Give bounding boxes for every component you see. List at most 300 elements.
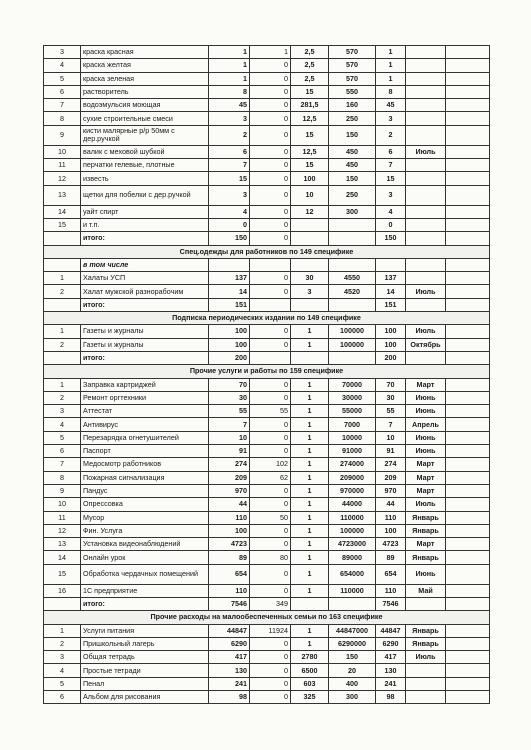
item-name: итого: — [81, 597, 209, 610]
second-quantity-cell: 0 — [250, 72, 291, 85]
price-cell: 4723000 — [329, 538, 376, 551]
units-cell: 1 — [291, 551, 329, 564]
second-quantity-cell: 62 — [250, 471, 291, 484]
month-cell: Март — [406, 378, 446, 391]
price-cell: 100000 — [329, 325, 376, 338]
row-number: 16 — [44, 584, 81, 597]
quantity-cell: 100 — [209, 325, 250, 338]
second-quantity-cell: 0 — [250, 272, 291, 285]
quantity-cell: 98 — [209, 691, 250, 704]
month-cell — [406, 232, 446, 245]
quantity-cell: 89 — [209, 551, 250, 564]
blank-cell — [446, 511, 490, 524]
blank-cell — [446, 551, 490, 564]
units-cell: 30 — [291, 272, 329, 285]
table-row — [44, 511, 490, 524]
price-cell: 110000 — [329, 584, 376, 597]
table-row — [44, 159, 490, 172]
item-name: Перезарядка огнетушителей — [81, 431, 209, 444]
blank-cell — [446, 272, 490, 285]
item-name: водоэмульсия моющая — [81, 99, 209, 112]
units-cell — [291, 232, 329, 245]
blank-cell — [446, 691, 490, 704]
item-name: Фин. Услуга — [81, 524, 209, 537]
second-quantity-cell: 0 — [250, 498, 291, 511]
units-cell: 2,5 — [291, 59, 329, 72]
item-name: Опрессовка — [81, 498, 209, 511]
second-quantity-cell: 0 — [250, 99, 291, 112]
blank-cell — [446, 498, 490, 511]
quantity-cell — [209, 258, 250, 271]
row-number: 5 — [44, 72, 81, 85]
price-cell: 570 — [329, 59, 376, 72]
units-cell — [291, 597, 329, 610]
blank-cell — [446, 538, 490, 551]
total-row — [44, 298, 490, 311]
item-name: Халаты УСП — [81, 272, 209, 285]
quantity-cell: 1 — [209, 59, 250, 72]
section-header-row — [44, 312, 490, 325]
row-number: 8 — [44, 471, 81, 484]
sum-cell: 7 — [376, 159, 406, 172]
sum-cell: 44847 — [376, 624, 406, 637]
price-cell: 970000 — [329, 484, 376, 497]
month-cell — [406, 85, 446, 98]
price-cell: 550 — [329, 85, 376, 98]
sum-cell: 91 — [376, 445, 406, 458]
sum-cell: 654 — [376, 564, 406, 584]
quantity-cell: 137 — [209, 272, 250, 285]
second-quantity-cell: 0 — [250, 637, 291, 650]
row-number: 6 — [44, 85, 81, 98]
sum-cell: 100 — [376, 338, 406, 351]
table-row — [44, 471, 490, 484]
item-name: кисти малярные р/р 50мм с дер.ручкой — [81, 125, 209, 145]
quantity-cell: 55 — [209, 405, 250, 418]
month-cell — [406, 691, 446, 704]
month-cell — [406, 159, 446, 172]
sum-cell: 30 — [376, 391, 406, 404]
item-name: в том числе — [81, 258, 209, 271]
item-name: краска зеленая — [81, 72, 209, 85]
row-number — [44, 232, 81, 245]
sum-cell: 150 — [376, 232, 406, 245]
units-cell: 15 — [291, 159, 329, 172]
table-row — [44, 677, 490, 690]
blank-cell — [446, 637, 490, 650]
second-quantity-cell — [250, 258, 291, 271]
table-row — [44, 551, 490, 564]
table-row — [44, 405, 490, 418]
table-row — [44, 524, 490, 537]
second-quantity-cell: 55 — [250, 405, 291, 418]
table-row — [44, 378, 490, 391]
quantity-cell: 150 — [209, 232, 250, 245]
sum-cell: 417 — [376, 651, 406, 664]
quantity-cell: 417 — [209, 651, 250, 664]
table-row — [44, 46, 490, 59]
item-name: Услуги питания — [81, 624, 209, 637]
sum-cell: 2 — [376, 125, 406, 145]
item-name: Альбом для рисования — [81, 691, 209, 704]
section-header: Подписка периодических издании по 149 специфике — [44, 312, 490, 325]
quantity-cell: 3 — [209, 112, 250, 125]
item-name: валик с меховой шубкой — [81, 145, 209, 158]
table-row — [44, 72, 490, 85]
table-row — [44, 218, 490, 231]
second-quantity-cell: 0 — [250, 218, 291, 231]
section-header: Спец.одежды для работников по 149 специфике — [44, 245, 490, 258]
price-cell: 100000 — [329, 338, 376, 351]
row-number: 3 — [44, 651, 81, 664]
row-number: 2 — [44, 391, 81, 404]
budget-table-page — [43, 45, 489, 704]
units-cell: 1 — [291, 391, 329, 404]
table-row — [44, 484, 490, 497]
table-row — [44, 691, 490, 704]
sum-cell: 110 — [376, 511, 406, 524]
month-cell — [406, 272, 446, 285]
row-number: 7 — [44, 99, 81, 112]
month-cell: Июль — [406, 651, 446, 664]
price-cell — [329, 351, 376, 364]
blank-cell — [446, 218, 490, 231]
month-cell: Июнь — [406, 405, 446, 418]
quantity-cell: 4723 — [209, 538, 250, 551]
table-row — [44, 431, 490, 444]
price-cell — [329, 258, 376, 271]
row-number: 4 — [44, 418, 81, 431]
price-cell — [329, 597, 376, 610]
second-quantity-cell: 0 — [250, 159, 291, 172]
row-number: 1 — [44, 624, 81, 637]
month-cell: Март — [406, 538, 446, 551]
blank-cell — [446, 524, 490, 537]
quantity-cell: 110 — [209, 511, 250, 524]
price-cell: 300 — [329, 205, 376, 218]
quantity-cell: 0 — [209, 218, 250, 231]
row-number: 10 — [44, 145, 81, 158]
quantity-cell: 7 — [209, 418, 250, 431]
price-cell — [329, 218, 376, 231]
second-quantity-cell: 0 — [250, 205, 291, 218]
item-name: Заправка картриджей — [81, 378, 209, 391]
units-cell: 12,5 — [291, 145, 329, 158]
table-row — [44, 59, 490, 72]
second-quantity-cell: 80 — [250, 551, 291, 564]
month-cell — [406, 125, 446, 145]
month-cell — [406, 298, 446, 311]
month-cell — [406, 99, 446, 112]
units-cell: 1 — [291, 538, 329, 551]
price-cell: 300 — [329, 691, 376, 704]
quantity-cell: 110 — [209, 584, 250, 597]
units-cell: 325 — [291, 691, 329, 704]
units-cell: 1 — [291, 431, 329, 444]
price-cell: 150 — [329, 651, 376, 664]
second-quantity-cell: 0 — [250, 564, 291, 584]
month-cell: Май — [406, 584, 446, 597]
price-cell: 450 — [329, 159, 376, 172]
units-cell: 12,5 — [291, 112, 329, 125]
item-name: Аттестат — [81, 405, 209, 418]
second-quantity-cell: 0 — [250, 172, 291, 185]
blank-cell — [446, 59, 490, 72]
quantity-cell: 14 — [209, 285, 250, 298]
price-cell: 110000 — [329, 511, 376, 524]
price-cell: 150 — [329, 125, 376, 145]
sum-cell: 151 — [376, 298, 406, 311]
item-name: Халат мужской разнорабочим — [81, 285, 209, 298]
table-row — [44, 172, 490, 185]
table-row — [44, 145, 490, 158]
row-number: 2 — [44, 285, 81, 298]
second-quantity-cell: 0 — [250, 691, 291, 704]
sum-cell: 100 — [376, 325, 406, 338]
second-quantity-cell: 0 — [250, 391, 291, 404]
units-cell: 1 — [291, 405, 329, 418]
table-row — [44, 584, 490, 597]
units-cell: 1 — [291, 564, 329, 584]
month-cell: Март — [406, 484, 446, 497]
month-cell — [406, 664, 446, 677]
item-name: сухие строительные смеси — [81, 112, 209, 125]
price-cell: 209000 — [329, 471, 376, 484]
sum-cell: 45 — [376, 99, 406, 112]
section-header-row — [44, 611, 490, 624]
row-number: 14 — [44, 205, 81, 218]
table-row — [44, 498, 490, 511]
blank-cell — [446, 159, 490, 172]
item-name: Пандус — [81, 484, 209, 497]
item-name: щетки для побелки с дер.ручкой — [81, 185, 209, 205]
month-cell — [406, 59, 446, 72]
second-quantity-cell — [250, 298, 291, 311]
second-quantity-cell: 0 — [250, 484, 291, 497]
sum-cell: 0 — [376, 218, 406, 231]
sum-cell: 241 — [376, 677, 406, 690]
month-cell: Январь — [406, 551, 446, 564]
blank-cell — [446, 418, 490, 431]
quantity-cell: 2 — [209, 125, 250, 145]
sum-cell: 15 — [376, 172, 406, 185]
price-cell — [329, 232, 376, 245]
blank-cell — [446, 484, 490, 497]
second-quantity-cell: 11924 — [250, 624, 291, 637]
units-cell: 1 — [291, 378, 329, 391]
quantity-cell: 44 — [209, 498, 250, 511]
item-name: итого: — [81, 298, 209, 311]
units-cell: 1 — [291, 484, 329, 497]
units-cell: 2,5 — [291, 46, 329, 59]
total-row — [44, 351, 490, 364]
sum-cell: 6 — [376, 145, 406, 158]
table-row — [44, 258, 490, 271]
section-header-row — [44, 245, 490, 258]
row-number: 1 — [44, 378, 81, 391]
price-cell: 400 — [329, 677, 376, 690]
month-cell: Июнь — [406, 445, 446, 458]
blank-cell — [446, 285, 490, 298]
quantity-cell: 100 — [209, 524, 250, 537]
row-number: 5 — [44, 431, 81, 444]
section-header: Прочие услуги и работы по 159 специфике — [44, 365, 490, 378]
units-cell: 1 — [291, 445, 329, 458]
item-name: Антивирус — [81, 418, 209, 431]
quantity-cell: 100 — [209, 338, 250, 351]
blank-cell — [446, 564, 490, 584]
sum-cell: 100 — [376, 524, 406, 537]
units-cell: 1 — [291, 637, 329, 650]
item-name: и т.п. — [81, 218, 209, 231]
units-cell: 6500 — [291, 664, 329, 677]
table-row — [44, 185, 490, 205]
blank-cell — [446, 471, 490, 484]
price-cell: 91000 — [329, 445, 376, 458]
second-quantity-cell — [250, 351, 291, 364]
row-number: 3 — [44, 46, 81, 59]
price-cell: 274000 — [329, 458, 376, 471]
row-number: 1 — [44, 325, 81, 338]
month-cell — [406, 185, 446, 205]
sum-cell: 14 — [376, 285, 406, 298]
sum-cell: 7546 — [376, 597, 406, 610]
second-quantity-cell: 0 — [250, 431, 291, 444]
row-number: 4 — [44, 59, 81, 72]
second-quantity-cell: 0 — [250, 85, 291, 98]
units-cell: 3 — [291, 285, 329, 298]
quantity-cell: 91 — [209, 445, 250, 458]
second-quantity-cell: 0 — [250, 325, 291, 338]
item-name: Пришкольный лагерь — [81, 637, 209, 650]
row-number: 7 — [44, 458, 81, 471]
quantity-cell: 1 — [209, 46, 250, 59]
month-cell — [406, 112, 446, 125]
quantity-cell: 6290 — [209, 637, 250, 650]
blank-cell — [446, 185, 490, 205]
row-number: 2 — [44, 338, 81, 351]
item-name: краска желтая — [81, 59, 209, 72]
row-number — [44, 597, 81, 610]
blank-cell — [446, 338, 490, 351]
month-cell: Март — [406, 471, 446, 484]
month-cell: Январь — [406, 511, 446, 524]
price-cell: 44847000 — [329, 624, 376, 637]
price-cell: 150 — [329, 172, 376, 185]
units-cell: 1 — [291, 338, 329, 351]
quantity-cell: 45 — [209, 99, 250, 112]
month-cell: Январь — [406, 624, 446, 637]
units-cell: 12 — [291, 205, 329, 218]
blank-cell — [446, 405, 490, 418]
table-row — [44, 538, 490, 551]
sum-cell: 1 — [376, 72, 406, 85]
table-row — [44, 272, 490, 285]
price-cell: 20 — [329, 664, 376, 677]
units-cell: 2780 — [291, 651, 329, 664]
sum-cell: 137 — [376, 272, 406, 285]
month-cell: Июль — [406, 145, 446, 158]
quantity-cell: 44847 — [209, 624, 250, 637]
sum-cell: 55 — [376, 405, 406, 418]
item-name: уайт спирт — [81, 205, 209, 218]
item-name: Газеты и журналы — [81, 338, 209, 351]
item-name: Ремонт оргтехники — [81, 391, 209, 404]
month-cell — [406, 205, 446, 218]
sum-cell: 200 — [376, 351, 406, 364]
price-cell: 55000 — [329, 405, 376, 418]
blank-cell — [446, 232, 490, 245]
blank-cell — [446, 584, 490, 597]
item-name: Пожарная сигнализация — [81, 471, 209, 484]
row-number: 2 — [44, 637, 81, 650]
price-cell: 654000 — [329, 564, 376, 584]
second-quantity-cell: 0 — [250, 145, 291, 158]
units-cell: 2,5 — [291, 72, 329, 85]
table-row — [44, 391, 490, 404]
month-cell — [406, 597, 446, 610]
quantity-cell: 4 — [209, 205, 250, 218]
second-quantity-cell: 0 — [250, 538, 291, 551]
table-row — [44, 418, 490, 431]
units-cell: 100 — [291, 172, 329, 185]
row-number — [44, 351, 81, 364]
blank-cell — [446, 651, 490, 664]
units-cell: 1 — [291, 471, 329, 484]
blank-cell — [446, 145, 490, 158]
blank-cell — [446, 85, 490, 98]
row-number: 11 — [44, 159, 81, 172]
price-cell: 6290000 — [329, 637, 376, 650]
quantity-cell: 151 — [209, 298, 250, 311]
item-name: итого: — [81, 232, 209, 245]
table-row — [44, 564, 490, 584]
table-row — [44, 664, 490, 677]
item-name: Мусор — [81, 511, 209, 524]
quantity-cell: 970 — [209, 484, 250, 497]
price-cell: 10000 — [329, 431, 376, 444]
row-number: 9 — [44, 484, 81, 497]
quantity-cell: 6 — [209, 145, 250, 158]
units-cell: 15 — [291, 125, 329, 145]
quantity-cell: 7546 — [209, 597, 250, 610]
sum-cell: 1 — [376, 59, 406, 72]
second-quantity-cell: 0 — [250, 524, 291, 537]
price-cell: 4520 — [329, 285, 376, 298]
row-number: 13 — [44, 538, 81, 551]
price-cell: 30000 — [329, 391, 376, 404]
sum-cell: 98 — [376, 691, 406, 704]
month-cell: Июнь — [406, 431, 446, 444]
sum-cell — [376, 258, 406, 271]
sum-cell: 209 — [376, 471, 406, 484]
quantity-cell: 3 — [209, 185, 250, 205]
blank-cell — [446, 325, 490, 338]
quantity-cell: 15 — [209, 172, 250, 185]
price-cell: 4550 — [329, 272, 376, 285]
units-cell — [291, 351, 329, 364]
blank-cell — [446, 112, 490, 125]
price-cell: 160 — [329, 99, 376, 112]
sum-cell: 8 — [376, 85, 406, 98]
month-cell — [406, 172, 446, 185]
row-number: 3 — [44, 405, 81, 418]
item-name: Установка видеонаблюдений — [81, 538, 209, 551]
item-name: итого: — [81, 351, 209, 364]
row-number: 9 — [44, 125, 81, 145]
row-number: 11 — [44, 511, 81, 524]
sum-cell: 970 — [376, 484, 406, 497]
